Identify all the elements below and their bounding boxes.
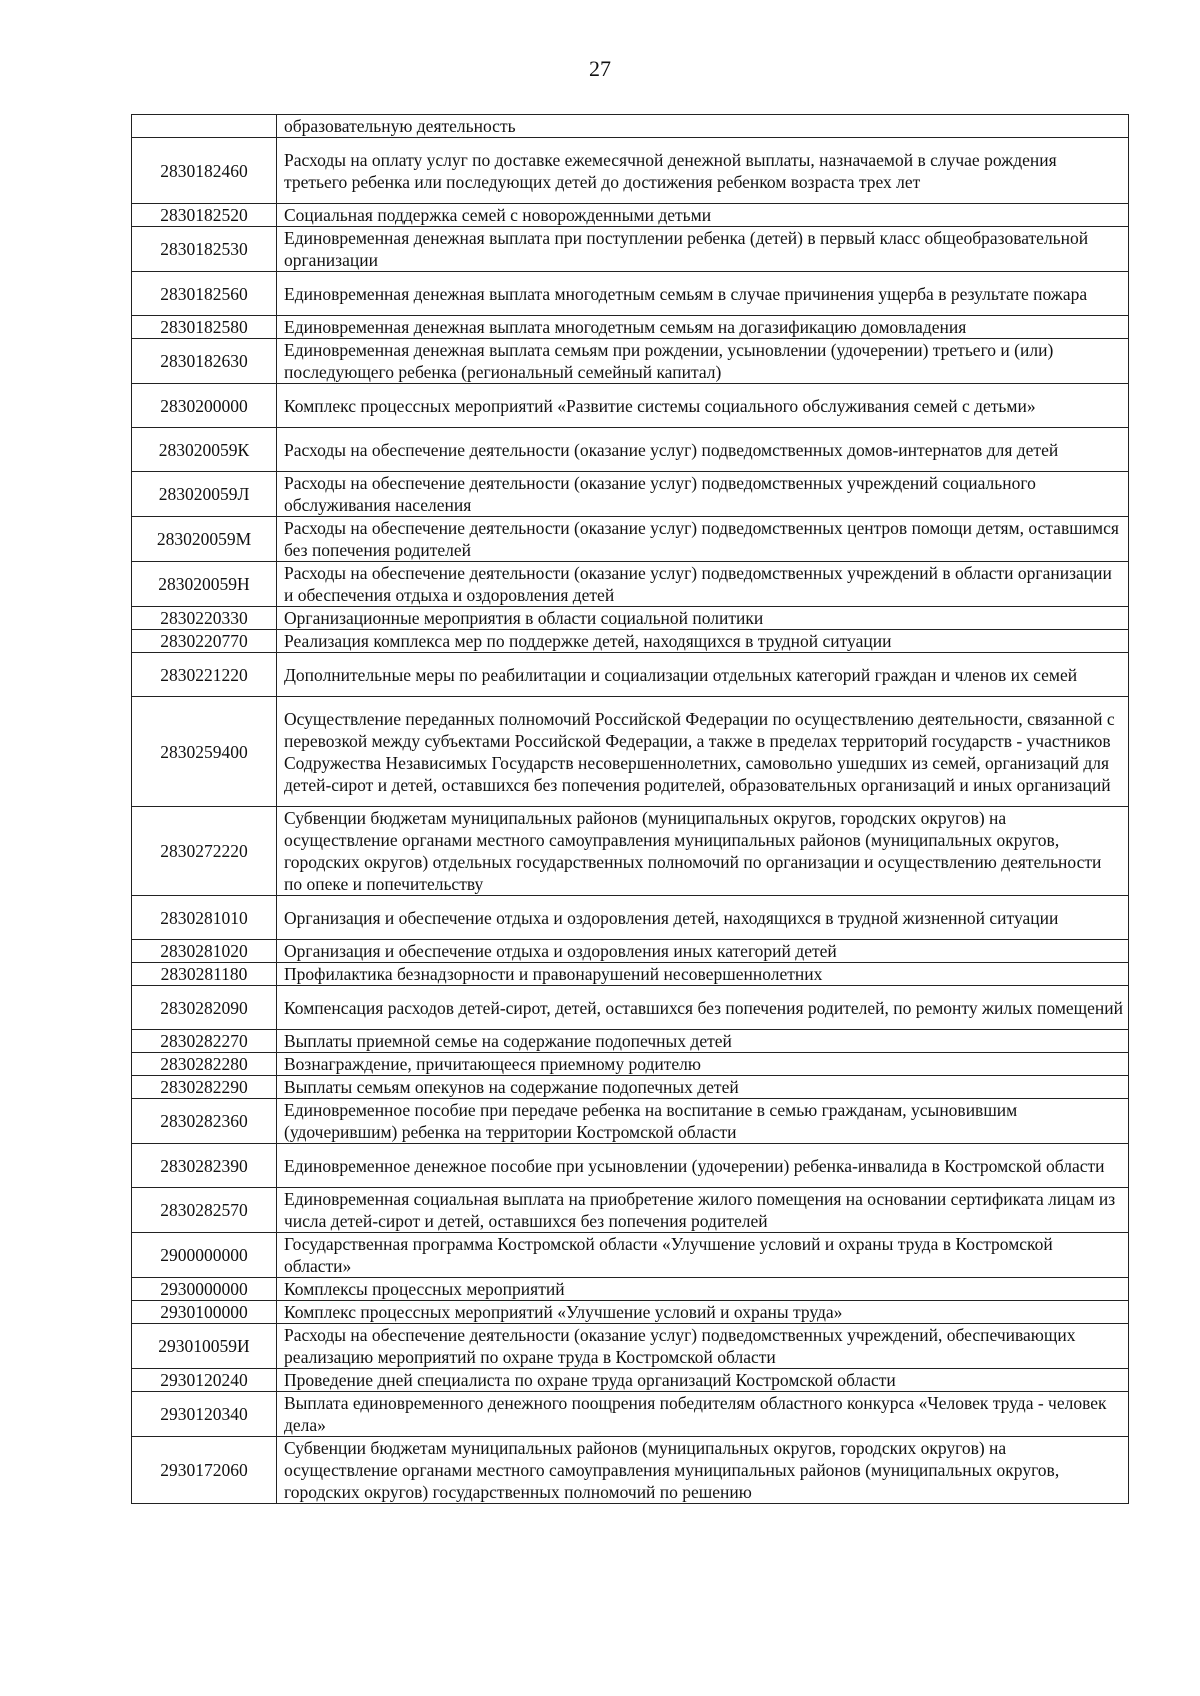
description-cell: Осуществление переданных полномочий Российской Федерации по осуществлению деятельности, связанной с перевозкой между субъектами Российской Федерации, а также в пределах территорий государств - участников Содружества Независимых Государств несовершеннолетних, самовольно ушедших из семей, организаций для детей-сирот и детей, оставшихся без попечения родителей, образовательных организаций и иных организаций [277, 697, 1129, 807]
code-cell: 2830182560 [132, 272, 277, 316]
description-cell: Вознаграждение, причитающееся приемному родителю [277, 1053, 1129, 1076]
code-cell: 2930120240 [132, 1369, 277, 1392]
code-cell: 2830220330 [132, 607, 277, 630]
code-cell: 2830182580 [132, 316, 277, 339]
code-cell: 2930100000 [132, 1301, 277, 1324]
table-row [132, 1188, 1129, 1233]
table-row [132, 1437, 1129, 1504]
description-cell: Организация и обеспечение отдыха и оздоровления иных категорий детей [277, 940, 1129, 963]
table-row [132, 115, 1129, 138]
description-cell: Выплата единовременного денежного поощрения победителям областного конкурса «Человек труда - человек дела» [277, 1392, 1129, 1437]
code-cell: 2830182460 [132, 138, 277, 204]
code-cell: 2830282270 [132, 1030, 277, 1053]
description-cell: Единовременное пособие при передаче ребенка на воспитание в семью гражданам, усыновившим (удочерившим) ребенка на территории Костромской области [277, 1099, 1129, 1144]
description-cell: Организация и обеспечение отдыха и оздоровления детей, находящихся в трудной жизненной ситуации [277, 896, 1129, 940]
description-cell: Единовременная денежная выплата многодетным семьям на догазификацию домовладения [277, 316, 1129, 339]
table-row [132, 1301, 1129, 1324]
code-cell: 2830281020 [132, 940, 277, 963]
code-cell: 283020059М [132, 517, 277, 562]
table-row [132, 1099, 1129, 1144]
table-row [132, 896, 1129, 940]
description-cell: Единовременная социальная выплата на приобретение жилого помещения на основании сертификата лицам из числа детей-сирот и детей, оставшихся без попечения родителей [277, 1188, 1129, 1233]
code-cell: 2930000000 [132, 1278, 277, 1301]
code-cell: 2830272220 [132, 807, 277, 896]
description-cell: Комплексы процессных мероприятий [277, 1278, 1129, 1301]
code-cell: 2830182520 [132, 204, 277, 227]
description-cell: Расходы на оплату услуг по доставке ежемесячной денежной выплаты, назначаемой в случае рождения третьего ребенка или последующих детей до достижения ребенком возраста трех лет [277, 138, 1129, 204]
code-cell: 283020059Л [132, 472, 277, 517]
table-row [132, 1233, 1129, 1278]
code-cell: 2830282390 [132, 1144, 277, 1188]
description-cell: Организационные мероприятия в области социальной политики [277, 607, 1129, 630]
table-row [132, 227, 1129, 272]
code-cell: 2900000000 [132, 1233, 277, 1278]
code-cell: 2830221220 [132, 653, 277, 697]
table-body [132, 115, 1129, 1504]
description-cell: Выплаты семьям опекунов на содержание подопечных детей [277, 1076, 1129, 1099]
table-row [132, 630, 1129, 653]
code-cell: 2830282570 [132, 1188, 277, 1233]
code-cell: 2830282360 [132, 1099, 277, 1144]
description-cell: Единовременная денежная выплата многодетным семьям в случае причинения ущерба в результате пожара [277, 272, 1129, 316]
table-row [132, 384, 1129, 428]
description-cell: Расходы на обеспечение деятельности (оказание услуг) подведомственных учреждений социального обслуживания населения [277, 472, 1129, 517]
code-cell: 2930120340 [132, 1392, 277, 1437]
table-row [132, 807, 1129, 896]
description-cell: Расходы на обеспечение деятельности (оказание услуг) подведомственных центров помощи детям, оставшимся без попечения родителей [277, 517, 1129, 562]
description-cell: образовательную деятельность [277, 115, 1129, 138]
table-row [132, 1030, 1129, 1053]
description-cell: Профилактика безнадзорности и правонарушений несовершеннолетних [277, 963, 1129, 986]
table-row [132, 472, 1129, 517]
code-cell: 2930172060 [132, 1437, 277, 1504]
table-row [132, 653, 1129, 697]
table-row [132, 339, 1129, 384]
table-row [132, 1144, 1129, 1188]
description-cell: Субвенции бюджетам муниципальных районов (муниципальных округов, городских округов) на осуществление органами местного самоуправления муниципальных районов (муниципальных округов, городских округов) государственных полномочий по решению [277, 1437, 1129, 1504]
description-cell: Комплекс процессных мероприятий «Улучшение условий и охраны труда» [277, 1301, 1129, 1324]
description-cell: Единовременная денежная выплата семьям при рождении, усыновлении (удочерении) третьего и (или) последующего ребенка (региональный семейный капитал) [277, 339, 1129, 384]
table-row [132, 272, 1129, 316]
description-cell: Единовременное денежное пособие при усыновлении (удочерении) ребенка-инвалида в Костромской области [277, 1144, 1129, 1188]
description-cell: Реализация комплекса мер по поддержке детей, находящихся в трудной ситуации [277, 630, 1129, 653]
description-cell: Проведение дней специалиста по охране труда организаций Костромской области [277, 1369, 1129, 1392]
description-cell: Единовременная денежная выплата при поступлении ребенка (детей) в первый класс общеобразовательной организации [277, 227, 1129, 272]
code-cell: 2830182630 [132, 339, 277, 384]
table-row [132, 138, 1129, 204]
table-row [132, 204, 1129, 227]
table-row [132, 562, 1129, 607]
code-cell: 2830282090 [132, 986, 277, 1030]
description-cell: Дополнительные меры по реабилитации и социализации отдельных категорий граждан и членов их семей [277, 653, 1129, 697]
description-cell: Выплаты приемной семье на содержание подопечных детей [277, 1030, 1129, 1053]
table-row [132, 1324, 1129, 1369]
table-row [132, 1392, 1129, 1437]
code-cell: 283020059Н [132, 562, 277, 607]
table-row [132, 607, 1129, 630]
table-row [132, 697, 1129, 807]
table-row [132, 517, 1129, 562]
description-cell: Государственная программа Костромской области «Улучшение условий и охраны труда в Костромской области» [277, 1233, 1129, 1278]
table-row [132, 1076, 1129, 1099]
description-cell: Компенсация расходов детей-сирот, детей, оставшихся без попечения родителей, по ремонту жилых помещений [277, 986, 1129, 1030]
code-cell: 2830220770 [132, 630, 277, 653]
code-cell: 2830259400 [132, 697, 277, 807]
code-cell: 2830281010 [132, 896, 277, 940]
code-cell: 2830182530 [132, 227, 277, 272]
description-cell: Расходы на обеспечение деятельности (оказание услуг) подведомственных учреждений, обеспечивающих реализацию мероприятий по охране труда в Костромской области [277, 1324, 1129, 1369]
table-row [132, 986, 1129, 1030]
table-row [132, 1053, 1129, 1076]
code-cell: 283020059К [132, 428, 277, 472]
table-row [132, 963, 1129, 986]
description-cell: Социальная поддержка семей с новорожденными детьми [277, 204, 1129, 227]
code-cell: 293010059И [132, 1324, 277, 1369]
table-row [132, 940, 1129, 963]
code-cell: 2830282290 [132, 1076, 277, 1099]
code-cell: 2830282280 [132, 1053, 277, 1076]
code-cell [132, 115, 277, 138]
description-cell: Расходы на обеспечение деятельности (оказание услуг) подведомственных домов-интернатов для детей [277, 428, 1129, 472]
description-cell: Расходы на обеспечение деятельности (оказание услуг) подведомственных учреждений в области организации и обеспечения отдыха и оздоровления детей [277, 562, 1129, 607]
code-cell: 2830200000 [132, 384, 277, 428]
table-row [132, 428, 1129, 472]
description-cell: Субвенции бюджетам муниципальных районов (муниципальных округов, городских округов) на осуществление органами местного самоуправления муниципальных районов (муниципальных округов, городских округов) отдельных государственных полномочий по организации и осуществлению деятельности по опеке и попечительству [277, 807, 1129, 896]
code-cell: 2830281180 [132, 963, 277, 986]
description-cell: Комплекс процессных мероприятий «Развитие системы социального обслуживания семей с детьми» [277, 384, 1129, 428]
table-row [132, 1369, 1129, 1392]
table-row [132, 1278, 1129, 1301]
page-number: 27 [589, 56, 611, 81]
table-row [132, 316, 1129, 339]
budget-codes-table [131, 114, 1129, 1504]
